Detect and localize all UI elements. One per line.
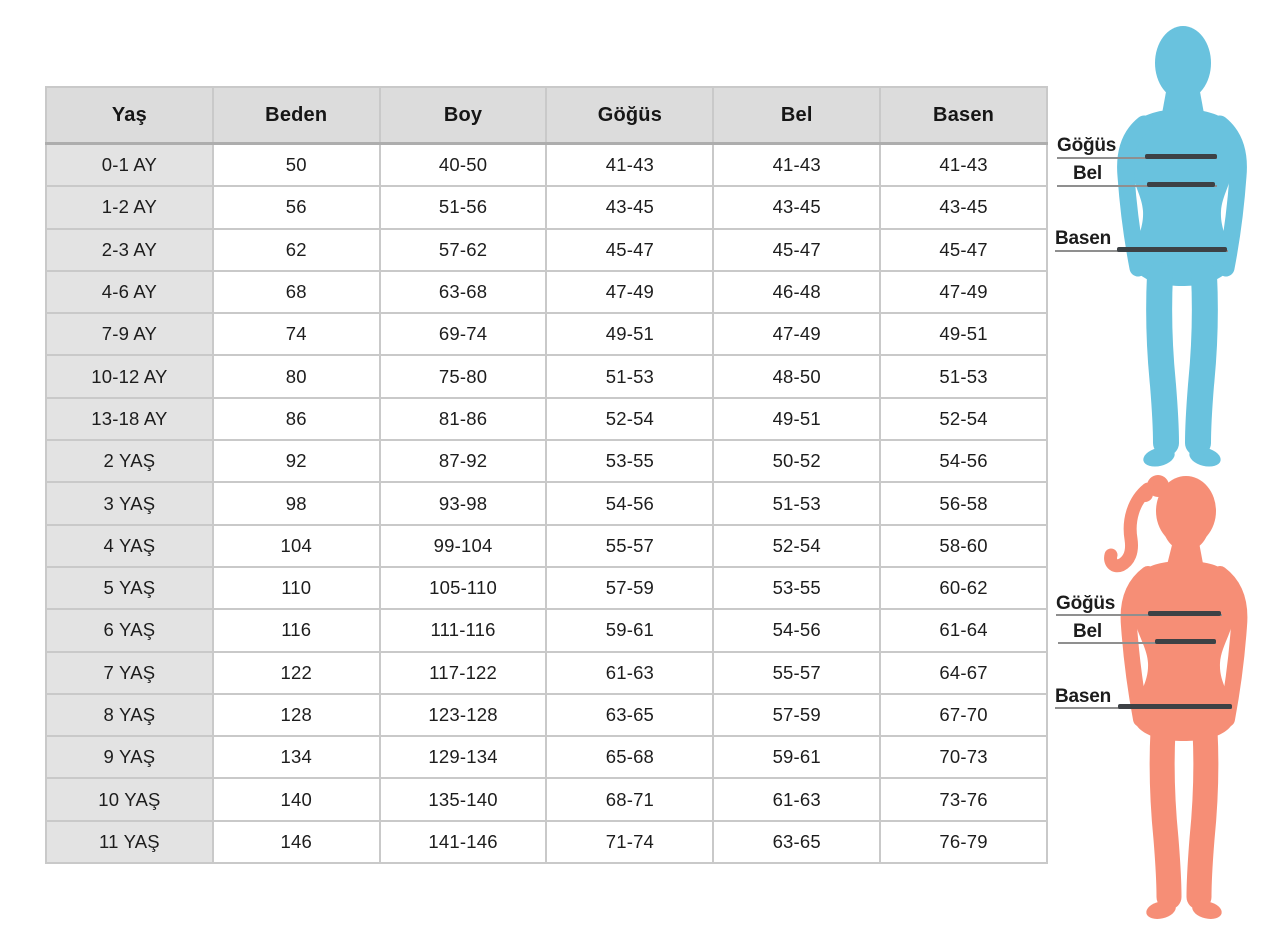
value-cell: 51-53	[880, 355, 1047, 397]
value-cell: 41-43	[713, 144, 880, 187]
child-hip-label: Basen	[1055, 228, 1112, 249]
value-cell: 141-146	[380, 821, 547, 863]
table-row	[46, 694, 1047, 736]
column-header: Basen	[880, 87, 1047, 144]
age-cell: 1-2 AY	[46, 186, 213, 228]
girl-hip-measure-line	[1118, 704, 1232, 709]
value-cell: 55-57	[546, 525, 713, 567]
girl-waist-measure-line	[1155, 639, 1216, 644]
size-table-header	[46, 87, 1047, 144]
value-cell: 129-134	[380, 736, 547, 778]
value-cell: 122	[213, 652, 380, 694]
value-cell: 86	[213, 398, 380, 440]
table-row	[46, 271, 1047, 313]
value-cell: 68-71	[546, 778, 713, 820]
value-cell: 50	[213, 144, 380, 187]
table-row	[46, 355, 1047, 397]
value-cell: 73-76	[880, 778, 1047, 820]
value-cell: 68	[213, 271, 380, 313]
value-cell: 51-56	[380, 186, 547, 228]
value-cell: 135-140	[380, 778, 547, 820]
size-table	[45, 86, 1048, 864]
value-cell: 65-68	[546, 736, 713, 778]
value-cell: 81-86	[380, 398, 547, 440]
age-cell: 10-12 AY	[46, 355, 213, 397]
size-table-body	[46, 144, 1047, 864]
value-cell: 59-61	[546, 609, 713, 651]
table-row	[46, 313, 1047, 355]
table-row	[46, 736, 1047, 778]
value-cell: 54-56	[880, 440, 1047, 482]
child-waist-measure-line	[1147, 182, 1215, 187]
value-cell: 123-128	[380, 694, 547, 736]
column-header: Yaş	[46, 87, 213, 144]
table-row	[46, 821, 1047, 863]
value-cell: 117-122	[380, 652, 547, 694]
age-cell: 13-18 AY	[46, 398, 213, 440]
girl-hip-label: Basen	[1055, 686, 1112, 707]
value-cell: 57-62	[380, 229, 547, 271]
table-row	[46, 398, 1047, 440]
value-cell: 99-104	[380, 525, 547, 567]
value-cell: 53-55	[546, 440, 713, 482]
table-row	[46, 609, 1047, 651]
value-cell: 41-43	[880, 144, 1047, 187]
age-cell: 3 YAŞ	[46, 482, 213, 524]
value-cell: 63-68	[380, 271, 547, 313]
table-row	[46, 440, 1047, 482]
value-cell: 128	[213, 694, 380, 736]
child-chest-label: Göğüs	[1057, 135, 1117, 156]
value-cell: 146	[213, 821, 380, 863]
value-cell: 69-74	[380, 313, 547, 355]
child-chest-measure-line	[1145, 154, 1217, 159]
value-cell: 104	[213, 525, 380, 567]
value-cell: 60-62	[880, 567, 1047, 609]
value-cell: 49-51	[546, 313, 713, 355]
table-row	[46, 652, 1047, 694]
value-cell: 105-110	[380, 567, 547, 609]
value-cell: 54-56	[546, 482, 713, 524]
value-cell: 80	[213, 355, 380, 397]
value-cell: 92	[213, 440, 380, 482]
value-cell: 56-58	[880, 482, 1047, 524]
value-cell: 52-54	[546, 398, 713, 440]
value-cell: 64-67	[880, 652, 1047, 694]
value-cell: 51-53	[546, 355, 713, 397]
value-cell: 45-47	[713, 229, 880, 271]
value-cell: 47-49	[713, 313, 880, 355]
value-cell: 63-65	[713, 821, 880, 863]
column-header: Boy	[380, 87, 547, 144]
age-cell: 11 YAŞ	[46, 821, 213, 863]
value-cell: 62	[213, 229, 380, 271]
age-cell: 4 YAŞ	[46, 525, 213, 567]
value-cell: 63-65	[546, 694, 713, 736]
value-cell: 116	[213, 609, 380, 651]
value-cell: 76-79	[880, 821, 1047, 863]
value-cell: 87-92	[380, 440, 547, 482]
value-cell: 61-64	[880, 609, 1047, 651]
child-hip-measure-line	[1117, 247, 1227, 252]
table-row	[46, 186, 1047, 228]
value-cell: 98	[213, 482, 380, 524]
age-cell: 5 YAŞ	[46, 567, 213, 609]
value-cell: 51-53	[713, 482, 880, 524]
value-cell: 45-47	[546, 229, 713, 271]
column-header: Göğüs	[546, 87, 713, 144]
value-cell: 59-61	[713, 736, 880, 778]
value-cell: 57-59	[713, 694, 880, 736]
value-cell: 61-63	[546, 652, 713, 694]
value-cell: 52-54	[713, 525, 880, 567]
girl-chest-label: Göğüs	[1056, 593, 1116, 614]
child-waist-label: Bel	[1073, 163, 1102, 184]
age-cell: 0-1 AY	[46, 144, 213, 187]
age-cell: 4-6 AY	[46, 271, 213, 313]
value-cell: 41-43	[546, 144, 713, 187]
value-cell: 47-49	[546, 271, 713, 313]
girl-chest-measure-line	[1148, 611, 1221, 616]
value-cell: 57-59	[546, 567, 713, 609]
age-cell: 7 YAŞ	[46, 652, 213, 694]
value-cell: 50-52	[713, 440, 880, 482]
value-cell: 54-56	[713, 609, 880, 651]
table-row	[46, 567, 1047, 609]
value-cell: 111-116	[380, 609, 547, 651]
age-cell: 9 YAŞ	[46, 736, 213, 778]
table-row	[46, 229, 1047, 271]
girl-waist-label: Bel	[1073, 621, 1102, 642]
value-cell: 43-45	[713, 186, 880, 228]
value-cell: 43-45	[880, 186, 1047, 228]
age-cell: 8 YAŞ	[46, 694, 213, 736]
value-cell: 46-48	[713, 271, 880, 313]
value-cell: 58-60	[880, 525, 1047, 567]
table-row	[46, 778, 1047, 820]
age-cell: 6 YAŞ	[46, 609, 213, 651]
table-row	[46, 482, 1047, 524]
table-row	[46, 144, 1047, 187]
age-cell: 10 YAŞ	[46, 778, 213, 820]
value-cell: 48-50	[713, 355, 880, 397]
age-cell: 2 YAŞ	[46, 440, 213, 482]
column-header: Beden	[213, 87, 380, 144]
value-cell: 49-51	[713, 398, 880, 440]
value-cell: 61-63	[713, 778, 880, 820]
age-cell: 2-3 AY	[46, 229, 213, 271]
value-cell: 47-49	[880, 271, 1047, 313]
value-cell: 67-70	[880, 694, 1047, 736]
value-cell: 56	[213, 186, 380, 228]
value-cell: 53-55	[713, 567, 880, 609]
column-header: Bel	[713, 87, 880, 144]
value-cell: 75-80	[380, 355, 547, 397]
value-cell: 93-98	[380, 482, 547, 524]
value-cell: 71-74	[546, 821, 713, 863]
age-cell: 7-9 AY	[46, 313, 213, 355]
value-cell: 134	[213, 736, 380, 778]
value-cell: 40-50	[380, 144, 547, 187]
value-cell: 74	[213, 313, 380, 355]
value-cell: 45-47	[880, 229, 1047, 271]
table-row	[46, 525, 1047, 567]
value-cell: 140	[213, 778, 380, 820]
value-cell: 49-51	[880, 313, 1047, 355]
value-cell: 70-73	[880, 736, 1047, 778]
value-cell: 43-45	[546, 186, 713, 228]
value-cell: 55-57	[713, 652, 880, 694]
value-cell: 52-54	[880, 398, 1047, 440]
header-row	[46, 87, 1047, 144]
value-cell: 110	[213, 567, 380, 609]
